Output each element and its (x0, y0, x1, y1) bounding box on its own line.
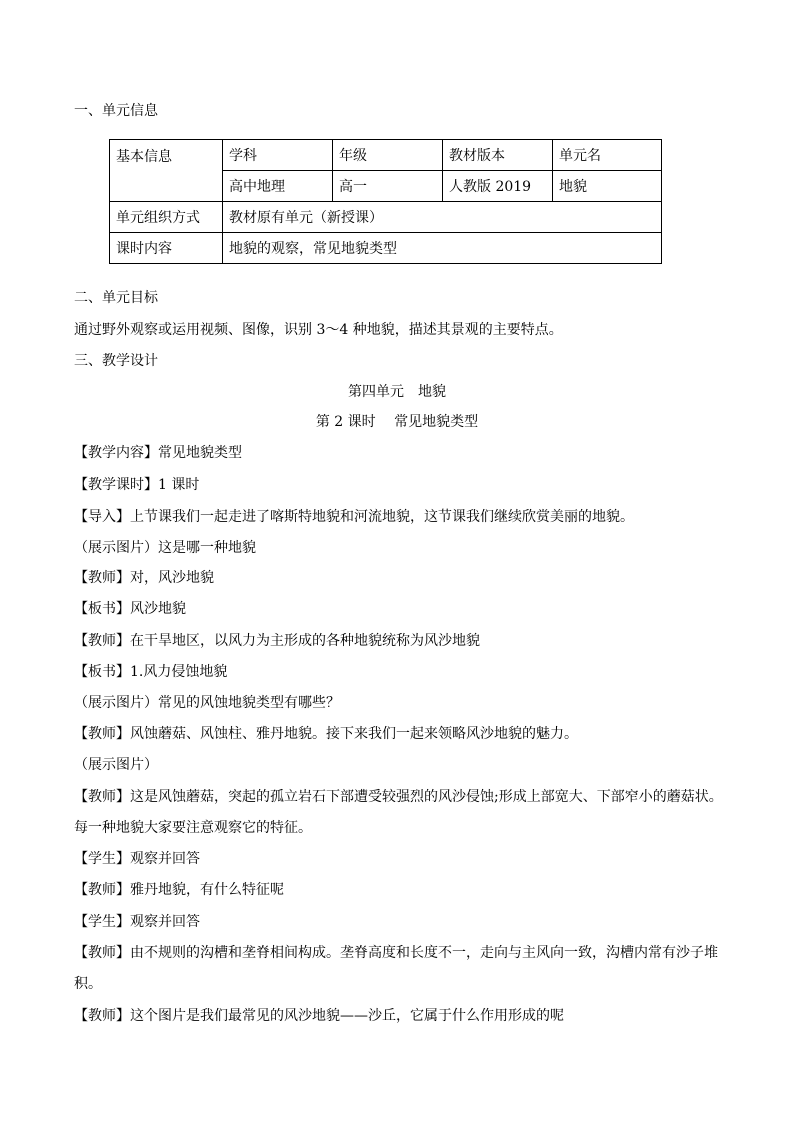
body-line: 【导入】上节课我们一起走进了喀斯特地貌和河流地貌，这节课我们继续欣赏美丽的地貌。 (74, 509, 634, 525)
heading-unit-info: 一、单元信息 (74, 103, 158, 119)
body-line: 每一种地貌大家要注意观察它的特征。 (74, 820, 312, 836)
body-line: 【教师】在干旱地区，以风力为主形成的各种地貌统称为风沙地貌 (74, 633, 480, 649)
content-label-cell: 课时内容 (110, 233, 223, 264)
body-line: （展示图片） (74, 757, 158, 773)
heading-unit-goal: 二、单元目标 (74, 290, 158, 306)
goal-text: 通过野外观察或运用视频、图像，识别 3～4 种地貌，描述其景观的主要特点。 (74, 322, 563, 338)
table-row (110, 202, 662, 233)
lesson-title: 第 2 课时 常见地貌类型 (315, 414, 479, 430)
body-line: 【教师】雅丹地貌，有什么特征呢 (74, 882, 284, 898)
basic-info-cell: 基本信息 (110, 140, 223, 202)
unit-info-table (109, 139, 662, 264)
header-cell: 单元名 (553, 140, 662, 171)
body-line: 【教学课时】1 课时 (74, 477, 200, 493)
body-line: 【板书】风沙地貌 (74, 601, 186, 617)
body-line: 【教师】对，风沙地貌 (74, 570, 214, 586)
body-line: （展示图片）这是哪一种地貌 (74, 540, 256, 556)
value-cell: 高一 (333, 171, 443, 202)
body-line: 【教师】这个图片是我们最常见的风沙地貌——沙丘，它属于什么作用形成的呢 (74, 1008, 564, 1024)
body-line: 【教师】风蚀蘑菇、风蚀柱、雅丹地貌。接下来我们一起来领略风沙地貌的魅力。 (74, 726, 578, 742)
header-cell: 学科 (223, 140, 333, 171)
body-line: 【学生】观察并回答 (74, 914, 200, 930)
body-line: 【教学内容】常见地貌类型 (74, 445, 242, 461)
value-cell: 人教版 2019 (443, 171, 553, 202)
table-row (110, 233, 662, 264)
content-value-cell: 地貌的观察，常见地貌类型 (223, 233, 662, 264)
unit-title: 第四单元 地貌 (348, 384, 446, 400)
table-row (110, 140, 662, 171)
value-cell: 高中地理 (223, 171, 333, 202)
header-cell: 教材版本 (443, 140, 553, 171)
body-line: 【教师】由不规则的沟槽和垄脊相间构成。垄脊高度和长度不一，走向与主风向一致，沟槽内常有沙子堆 (74, 945, 718, 961)
body-line: 【教师】这是风蚀蘑菇，突起的孤立岩石下部遭受较强烈的风沙侵蚀;形成上部宽大、下部窄小的蘑菇状。 (74, 789, 723, 805)
body-line: （展示图片）常见的风蚀地貌类型有哪些？ (74, 695, 340, 711)
org-value-cell: 教材原有单元（新授课） (223, 202, 662, 233)
header-cell: 年级 (333, 140, 443, 171)
body-line: 【板书】1.风力侵蚀地貌 (74, 664, 228, 680)
org-label-cell: 单元组织方式 (110, 202, 223, 233)
body-line: 【学生】观察并回答 (74, 851, 200, 867)
body-line: 积。 (74, 976, 102, 992)
heading-teaching-design: 三、教学设计 (74, 353, 158, 369)
value-cell: 地貌 (553, 171, 662, 202)
